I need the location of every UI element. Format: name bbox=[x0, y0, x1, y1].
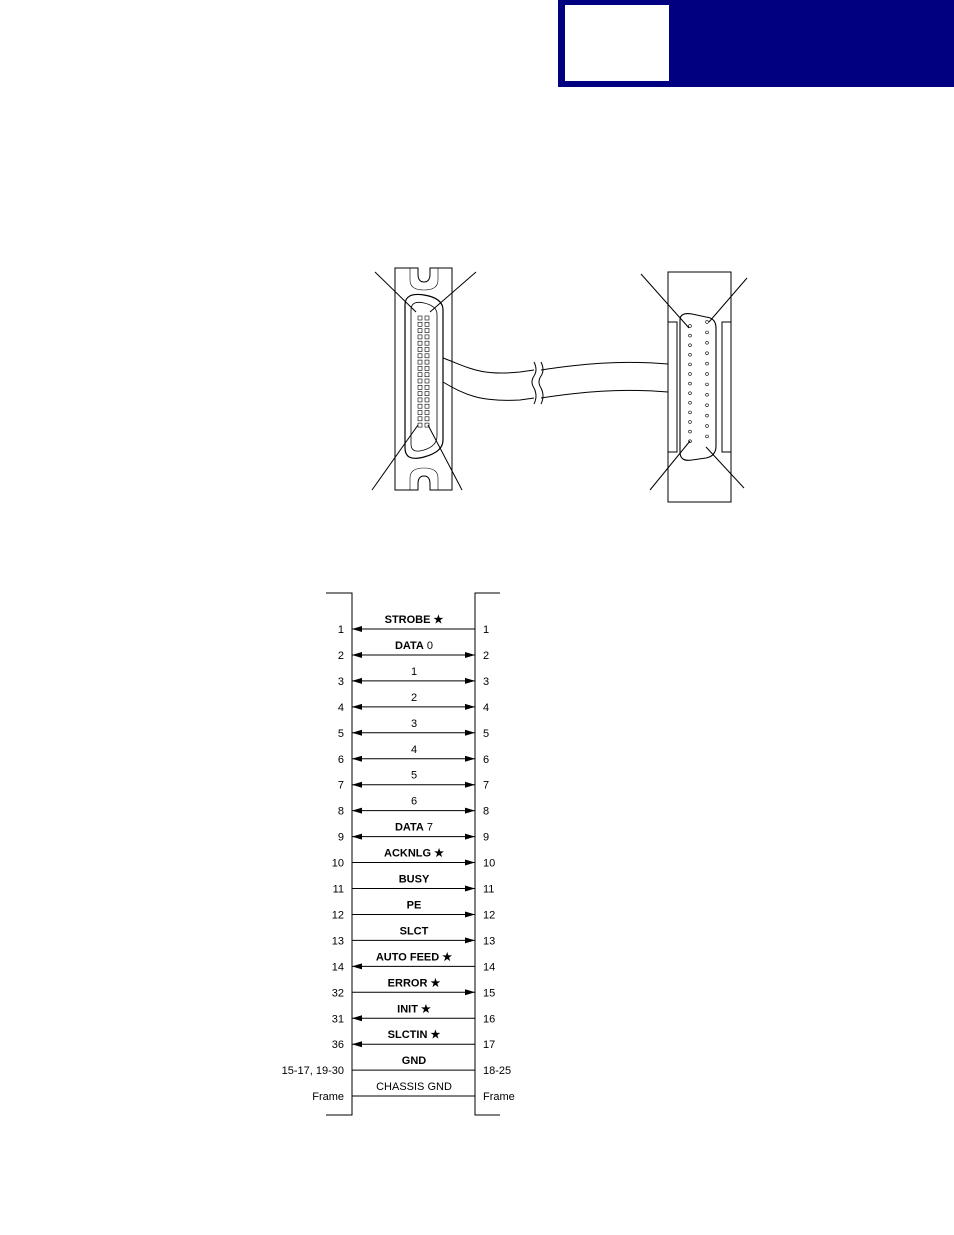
cable bbox=[443, 358, 668, 404]
right-pin-number: 12 bbox=[483, 909, 496, 922]
arrow-left-icon bbox=[352, 1015, 362, 1021]
signal-name: SLCTIN bbox=[387, 1029, 428, 1042]
signal-label bbox=[402, 1055, 427, 1067]
signal-suffix: 4 bbox=[410, 743, 418, 756]
signal-label bbox=[400, 925, 429, 937]
active-low-star-icon: ★ bbox=[417, 1003, 431, 1016]
arrow-right-icon bbox=[465, 730, 475, 736]
left-pin-number: 15-17, 19-30 bbox=[281, 1065, 344, 1078]
socket-pin bbox=[706, 331, 709, 334]
wire-row bbox=[338, 640, 489, 662]
contact-pin bbox=[425, 379, 429, 383]
left-pin-number: 32 bbox=[331, 987, 344, 1000]
contact-pin bbox=[418, 322, 422, 326]
signal-name: AUTO FEED bbox=[375, 951, 440, 964]
socket-pin bbox=[689, 373, 692, 376]
socket-pin bbox=[706, 414, 709, 417]
arrow-right-icon bbox=[465, 756, 475, 762]
left-pin-number: 11 bbox=[332, 883, 344, 896]
arrow-left-icon bbox=[352, 756, 362, 762]
left-pin-number: 3 bbox=[337, 675, 344, 688]
arrow-right-icon bbox=[465, 834, 475, 840]
socket-pin bbox=[706, 404, 709, 407]
right-pin-number: 18-25 bbox=[483, 1065, 512, 1078]
contact-pin bbox=[418, 379, 422, 383]
arrow-left-icon bbox=[352, 626, 362, 632]
arrow-right-icon bbox=[465, 678, 475, 684]
active-low-star-icon: ★ bbox=[439, 951, 453, 964]
signal-suffix: 3 bbox=[410, 717, 418, 730]
signal-suffix: 5 bbox=[410, 769, 418, 782]
left-pin-number: 6 bbox=[337, 753, 344, 766]
socket-pin bbox=[689, 344, 692, 347]
arrow-right-icon bbox=[465, 911, 475, 917]
right-pin-number: Frame bbox=[483, 1091, 515, 1103]
left-pin-number: 4 bbox=[337, 701, 344, 714]
signal-label bbox=[376, 1081, 452, 1093]
contact-pin bbox=[418, 354, 422, 358]
right-pin-number: 8 bbox=[483, 805, 490, 818]
left-pin-number: 8 bbox=[337, 805, 344, 818]
contact-pin bbox=[425, 373, 429, 377]
contact-pin bbox=[418, 411, 422, 415]
arrow-right-icon bbox=[465, 886, 475, 892]
arrow-right-icon bbox=[465, 782, 475, 788]
wire-row bbox=[338, 744, 489, 766]
signal-label bbox=[397, 1003, 431, 1015]
db25-connector-25pin bbox=[641, 272, 747, 502]
left-connector-block bbox=[326, 593, 352, 1115]
socket-pin bbox=[689, 363, 692, 366]
left-pin-number: Frame bbox=[312, 1091, 344, 1103]
wire-row bbox=[332, 925, 496, 947]
left-pin-number: 2 bbox=[337, 649, 344, 662]
right-pin-number: 3 bbox=[483, 675, 490, 688]
socket-pin bbox=[689, 411, 692, 414]
signal-name: GND bbox=[401, 1055, 427, 1068]
left-pin-number: 36 bbox=[331, 1039, 344, 1052]
contact-pin bbox=[418, 398, 422, 402]
contact-pin bbox=[418, 385, 422, 389]
arrow-left-icon bbox=[352, 678, 362, 684]
arrow-left-icon bbox=[352, 963, 362, 969]
signal-name: BUSY bbox=[398, 873, 430, 886]
centronics-connector-36pin bbox=[372, 268, 476, 490]
socket-pin bbox=[706, 393, 709, 396]
signal-name: DATA bbox=[394, 639, 424, 652]
wire-row bbox=[332, 1029, 496, 1051]
signal-label bbox=[411, 718, 417, 730]
left-pin-number: 5 bbox=[337, 727, 344, 740]
signal-label bbox=[411, 666, 417, 678]
right-pin-number: 4 bbox=[483, 701, 490, 714]
contact-pin bbox=[425, 385, 429, 389]
signal-name: STROBE bbox=[384, 614, 431, 626]
left-pin-number: 10 bbox=[331, 857, 344, 870]
socket-pin bbox=[706, 383, 709, 386]
socket-pin bbox=[706, 352, 709, 355]
right-pin-number: 17 bbox=[483, 1039, 496, 1052]
arrow-left-icon bbox=[352, 652, 362, 658]
socket-pin bbox=[689, 392, 692, 395]
signal-label bbox=[399, 874, 430, 886]
signal-label bbox=[411, 692, 417, 704]
socket-pin bbox=[706, 373, 709, 376]
signal-label bbox=[376, 951, 452, 963]
signal-name: PE bbox=[406, 899, 422, 912]
contact-pin bbox=[418, 417, 422, 421]
contact-pin bbox=[425, 417, 429, 421]
contact-pin bbox=[425, 348, 429, 352]
signal-label bbox=[411, 770, 417, 782]
signal-name: DATA bbox=[394, 821, 424, 834]
arrow-right-icon bbox=[465, 808, 475, 814]
signal-suffix: 1 bbox=[410, 665, 418, 678]
socket-pin bbox=[689, 382, 692, 385]
right-pin-number: 5 bbox=[483, 727, 490, 740]
signal-label bbox=[395, 640, 433, 652]
signal-label bbox=[411, 796, 417, 808]
socket-pin bbox=[706, 321, 709, 324]
wire-row bbox=[312, 1081, 515, 1103]
signal-suffix: 6 bbox=[410, 795, 418, 808]
signal-label bbox=[384, 848, 444, 860]
wire-row bbox=[333, 874, 495, 896]
socket-pin bbox=[706, 425, 709, 428]
signal-name: CHASSIS GND bbox=[376, 1081, 452, 1093]
connector-illustration bbox=[0, 0, 954, 560]
contact-pin bbox=[425, 404, 429, 408]
arrow-left-icon bbox=[352, 704, 362, 710]
contact-pin bbox=[425, 316, 429, 320]
right-pin-number: 13 bbox=[483, 935, 496, 948]
contact-pin bbox=[418, 373, 422, 377]
wire-row bbox=[338, 666, 489, 688]
wire-row bbox=[282, 1055, 512, 1077]
right-pin-number: 14 bbox=[483, 961, 496, 974]
contact-pin bbox=[425, 360, 429, 364]
contact-pin bbox=[418, 404, 422, 408]
arrow-right-icon bbox=[465, 860, 475, 866]
signal-label bbox=[385, 614, 444, 626]
contact-pin bbox=[425, 322, 429, 326]
wire-row bbox=[338, 692, 489, 714]
wire-row bbox=[338, 770, 489, 792]
wire-row bbox=[338, 822, 489, 844]
signal-name: INIT bbox=[397, 1003, 418, 1016]
arrow-left-icon bbox=[352, 730, 362, 736]
contact-pin bbox=[425, 354, 429, 358]
contact-pin bbox=[418, 423, 422, 427]
contact-pin bbox=[425, 366, 429, 370]
contact-pin bbox=[418, 392, 422, 396]
contact-pin bbox=[418, 360, 422, 364]
signal-suffix: 0 bbox=[423, 639, 434, 652]
arrow-right-icon bbox=[465, 989, 475, 995]
contact-pin bbox=[418, 329, 422, 333]
signal-label bbox=[395, 822, 433, 834]
socket-pin bbox=[706, 341, 709, 344]
right-pin-number: 10 bbox=[483, 857, 496, 870]
signal-name: ACKNLG bbox=[384, 847, 432, 860]
socket-pin bbox=[689, 353, 692, 356]
contact-pin bbox=[425, 335, 429, 339]
arrow-right-icon bbox=[465, 937, 475, 943]
signal-label bbox=[388, 977, 441, 989]
left-pin-number: 31 bbox=[331, 1013, 344, 1026]
wire-row bbox=[338, 796, 489, 818]
active-low-star-icon: ★ bbox=[430, 614, 444, 626]
left-pin-number: 12 bbox=[331, 909, 344, 922]
socket-pin bbox=[689, 430, 692, 433]
right-pin-number: 1 bbox=[483, 624, 490, 636]
arrow-left-icon bbox=[352, 808, 362, 814]
right-pin-number: 6 bbox=[483, 753, 490, 766]
wire-row bbox=[338, 718, 489, 740]
signal-label bbox=[407, 899, 422, 911]
right-pin-number: 2 bbox=[483, 649, 490, 662]
socket-pin bbox=[689, 401, 692, 404]
contact-pin bbox=[425, 392, 429, 396]
socket-pin bbox=[706, 362, 709, 365]
arrow-left-icon bbox=[352, 782, 362, 788]
arrow-left-icon bbox=[352, 1041, 362, 1047]
wire-row bbox=[332, 977, 496, 999]
right-pin-number: 16 bbox=[483, 1013, 496, 1026]
active-low-star-icon: ★ bbox=[427, 977, 441, 990]
signal-name: SLCT bbox=[399, 925, 429, 938]
left-pin-number: 9 bbox=[337, 831, 344, 844]
wire-row bbox=[332, 1003, 496, 1025]
contact-pin bbox=[418, 335, 422, 339]
left-pin-number: 1 bbox=[337, 624, 344, 636]
right-pin-number: 7 bbox=[483, 779, 490, 792]
contact-pin bbox=[425, 411, 429, 415]
contact-pin bbox=[418, 366, 422, 370]
arrow-right-icon bbox=[465, 704, 475, 710]
contact-pin bbox=[425, 341, 429, 345]
signal-label bbox=[411, 744, 417, 756]
arrow-right-icon bbox=[465, 652, 475, 658]
socket-pin bbox=[689, 421, 692, 424]
right-pin-number: 15 bbox=[483, 987, 496, 1000]
left-pin-number: 7 bbox=[337, 779, 344, 792]
left-pin-number: 14 bbox=[331, 961, 344, 974]
right-pin-number: 11 bbox=[483, 883, 495, 896]
contact-pin bbox=[425, 329, 429, 333]
signal-suffix: 7 bbox=[423, 821, 434, 834]
active-low-star-icon: ★ bbox=[431, 847, 444, 860]
wire-row bbox=[338, 614, 489, 636]
right-pin-number: 9 bbox=[483, 831, 490, 844]
contact-pin bbox=[418, 316, 422, 320]
wire-row bbox=[332, 951, 496, 973]
socket-pin bbox=[706, 435, 709, 438]
socket-pin bbox=[689, 334, 692, 337]
active-low-star-icon: ★ bbox=[427, 1029, 441, 1042]
arrow-left-icon bbox=[352, 834, 362, 840]
socket-pin bbox=[689, 325, 692, 328]
wire-row bbox=[332, 899, 496, 921]
left-pin-number: 13 bbox=[331, 935, 344, 948]
contact-pin bbox=[418, 341, 422, 345]
signal-suffix: 2 bbox=[410, 691, 418, 704]
signal-label bbox=[388, 1029, 441, 1041]
right-connector-block bbox=[475, 593, 500, 1115]
contact-pin bbox=[418, 348, 422, 352]
signal-name: ERROR bbox=[387, 977, 428, 990]
wire-row bbox=[332, 848, 496, 870]
contact-pin bbox=[425, 398, 429, 402]
